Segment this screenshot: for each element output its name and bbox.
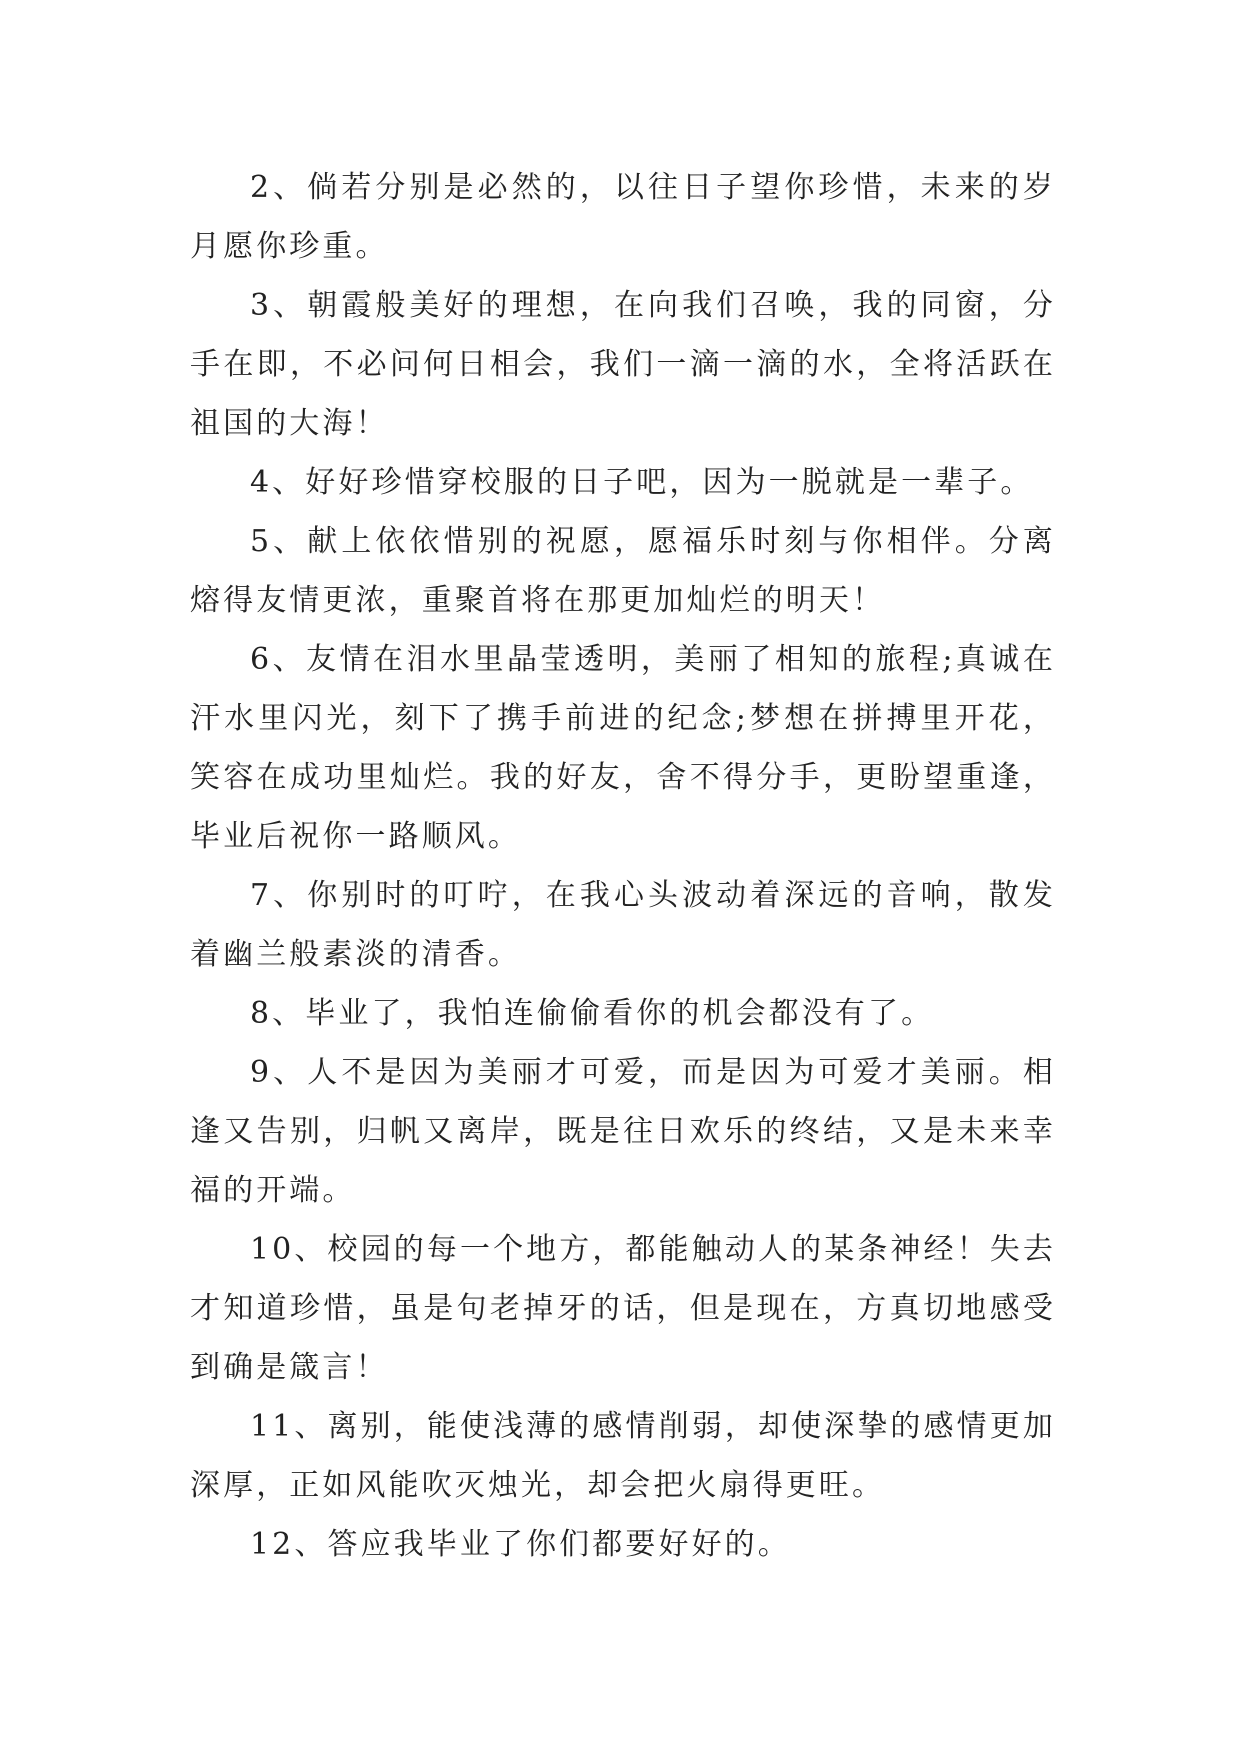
paragraph-5: 5、献上依依惜别的祝愿，愿福乐时刻与你相伴。分离熔得友情更浓，重聚首将在那更加灿烂的明天！ bbox=[190, 524, 1056, 618]
paragraph-6: 6、友情在泪水里晶莹透明，美丽了相知的旅程;真诚在汗水里闪光，刻下了携手前进的纪念;梦想在拼搏里开花，笑容在成功里灿烂。我的好友，舍不得分手，更盼望重逢，毕业后祝你一路顺风。 bbox=[190, 642, 1056, 854]
paragraph-10: 10、校园的每一个地方，都能触动人的某条神经！失去才知道珍惜，虽是句老掉牙的话，但是现在，方真切地感受到确是箴言！ bbox=[190, 1232, 1056, 1385]
paragraph-8: 8、毕业了，我怕连偷偷看你的机会都没有了。 bbox=[250, 996, 935, 1031]
paragraph-2: 2、倘若分别是必然的，以往日子望你珍惜，未来的岁月愿你珍重。 bbox=[190, 170, 1056, 264]
paragraph-11: 11、离别，能使浅薄的感情削弱，却使深挚的感情更加深厚，正如风能吹灭烛光，却会把火扇得更旺。 bbox=[190, 1409, 1056, 1503]
paragraph-4: 4、好好珍惜穿校服的日子吧，因为一脱就是一辈子。 bbox=[250, 465, 1034, 500]
paragraph-12: 12、答应我毕业了你们都要好好的。 bbox=[250, 1527, 791, 1562]
document-body bbox=[190, 158, 1056, 1574]
paragraph-3: 3、朝霞般美好的理想，在向我们召唤，我的同窗，分手在即，不必问何日相会，我们一滴一滴的水，全将活跃在祖国的大海！ bbox=[190, 288, 1056, 441]
paragraph-7: 7、你别时的叮咛，在我心头波动着深远的音响，散发着幽兰般素淡的清香。 bbox=[190, 878, 1056, 972]
paragraph-9: 9、人不是因为美丽才可爱，而是因为可爱才美丽。相逢又告别，归帆又离岸，既是往日欢乐的终结，又是未来幸福的开端。 bbox=[190, 1055, 1056, 1208]
